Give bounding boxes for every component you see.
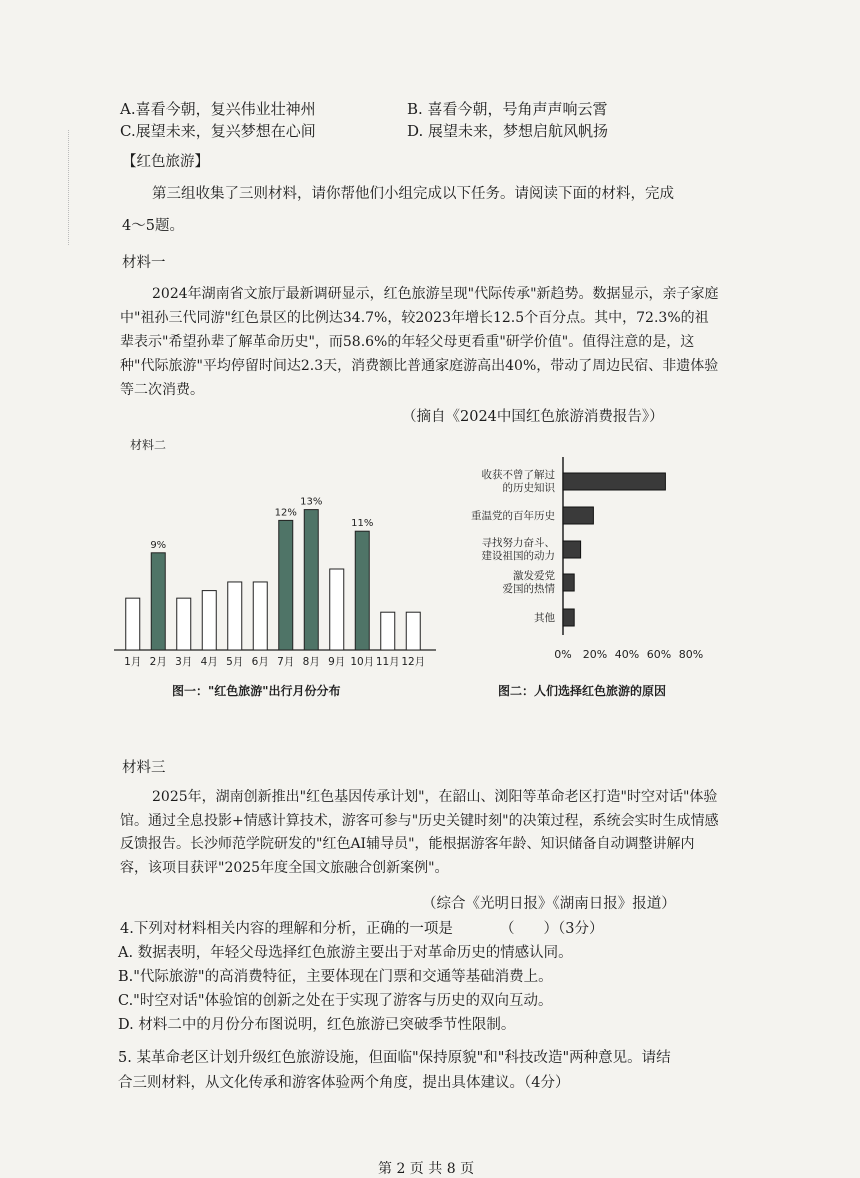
month-tick-label: 10月 xyxy=(350,656,375,668)
month-bar xyxy=(406,612,420,650)
month-data-label: 9% xyxy=(150,539,167,551)
month-tick-label: 2月 xyxy=(149,656,167,668)
month-tick-label: 1月 xyxy=(124,656,142,668)
section-intro-line2: 4～5题。 xyxy=(122,218,184,234)
month-bar xyxy=(381,612,395,650)
month-tick-label: 7月 xyxy=(277,656,295,668)
q4-option-a: A. 数据表明，年轻父母选择红色旅游主要出于对革命历史的情感认同。 xyxy=(118,945,573,961)
month-bar xyxy=(279,520,293,650)
month-tick-label: 8月 xyxy=(302,656,320,668)
material1-body: 2024年湖南省文旅厅最新调研显示，红色旅游呈现"代际传承"新趋势。数据显示，亲子家庭中"祖孙三代同游"红色景区的比例达34.7%，较2023年增长12.5个百分点。其中，72.3%的祖辈表示"希望孙辈了解革命历史"，而58.6%的年轻父母更看重"研学价值"。值得注意的是，这种"代际旅游"平均停留时间达2.3天，消费额比普通家庭游高出40%，带动了周边民宿、非遗体验等二次消费。 xyxy=(120,286,719,398)
section-title: 【红色旅游】 xyxy=(122,154,209,170)
material3-heading: 材料三 xyxy=(122,760,166,776)
month-data-label: 11% xyxy=(351,518,374,530)
chart2-caption: 图二：人们选择红色旅游的原因 xyxy=(498,684,667,698)
month-bar xyxy=(304,510,318,650)
month-bar xyxy=(228,582,242,650)
month-bar xyxy=(253,582,267,650)
option-c: C.展望未来，复兴梦想在心间 xyxy=(120,122,316,140)
q5-line1: 5. 某革命老区计划升级红色旅游设施，但面临"保持原貌"和"科技改造"两种意见。请结 xyxy=(118,1050,671,1066)
reason-label: 激发爱党爱国的热情 xyxy=(502,570,555,595)
month-bar xyxy=(202,591,216,650)
reason-label: 重温党的百年历史 xyxy=(471,510,555,522)
reason-bar xyxy=(563,541,581,558)
reason-tick-label: 80% xyxy=(678,648,704,661)
material1-heading: 材料一 xyxy=(122,255,166,271)
option-d: D. 展望未来，梦想启航风帆扬 xyxy=(407,122,609,140)
reason-bar xyxy=(563,574,574,591)
reason-tick-label: 20% xyxy=(582,648,608,661)
q4-option-b: B."代际旅游"的高消费特征，主要体现在门票和交通等基础消费上。 xyxy=(118,969,553,985)
month-bar xyxy=(330,569,344,650)
month-data-label: 13% xyxy=(300,496,323,508)
q4-option-c: C."时空对话"体验馆的创新之处在于实现了游客与历史的双向互动。 xyxy=(118,993,553,1009)
q4-option-d: D. 材料二中的月份分布图说明，红色旅游已突破季节性限制。 xyxy=(118,1017,516,1033)
reason-tick-label: 40% xyxy=(614,648,640,661)
month-tick-label: 5月 xyxy=(226,656,244,668)
month-tick-label: 3月 xyxy=(175,656,193,668)
reason-label: 其他 xyxy=(534,612,555,624)
month-bar xyxy=(151,553,165,650)
month-tick-label: 4月 xyxy=(200,656,218,668)
option-a: A.喜看今朝，复兴伟业壮神州 xyxy=(120,100,316,118)
reason-label: 寻找努力奋斗、建设祖国的动力 xyxy=(481,537,555,562)
month-bar xyxy=(126,598,140,650)
month-tick-label: 11月 xyxy=(375,656,400,668)
month-bar xyxy=(177,598,191,650)
q4-blank: （ ）（3分） xyxy=(500,921,604,937)
material3-source: （综合《光明日报》《湖南日报》报道） xyxy=(422,896,676,912)
month-data-label: 12% xyxy=(274,507,297,519)
reason-chart xyxy=(450,455,750,670)
reason-bar xyxy=(563,507,593,524)
reason-tick-label: 60% xyxy=(646,648,672,661)
material2-heading: 材料二 xyxy=(130,438,167,452)
month-distribution-chart xyxy=(110,480,450,670)
material1-source: （摘自《2024中国红色旅游消费报告》） xyxy=(402,409,664,425)
binding-margin-line xyxy=(68,130,69,245)
chart1-caption: 图一："红色旅游"出行月份分布 xyxy=(172,684,341,698)
material3-body: 2025年，湖南创新推出"红色基因传承计划"，在韶山、浏阳等革命老区打造"时空对话"体验馆。通过全息投影+情感计算技术，游客可参与"历史关键时刻"的决策过程，系统会实时生成情感反馈报告。长沙师范学院研发的"红色AI辅导员"，能根据游客年龄、知识储备自动调整讲解内容，该项目获评"2025年度全国文旅融合创新案例"。 xyxy=(120,789,719,876)
q5-line2: 合三则材料，从文化传承和游客体验两个角度，提出具体建议。（4分） xyxy=(118,1075,570,1091)
reason-label: 收获不曾了解过的历史知识 xyxy=(481,469,555,494)
reason-bar xyxy=(563,609,574,626)
reason-bar xyxy=(563,473,665,490)
reason-tick-label: 0% xyxy=(554,648,572,661)
month-tick-label: 6月 xyxy=(251,656,269,668)
month-bar xyxy=(355,531,369,650)
option-b: B. 喜看今朝，号角声声响云霄 xyxy=(407,100,608,118)
q4-stem: 4.下列对材料相关内容的理解和分析，正确的一项是 xyxy=(120,921,453,937)
month-tick-label: 9月 xyxy=(328,656,346,668)
page-footer: 第 2 页 共 8 页 xyxy=(378,1161,475,1177)
month-tick-label: 12月 xyxy=(401,656,426,668)
section-intro-line1: 第三组收集了三则材料，请你帮他们小组完成以下任务。请阅读下面的材料，完成 xyxy=(152,186,674,202)
